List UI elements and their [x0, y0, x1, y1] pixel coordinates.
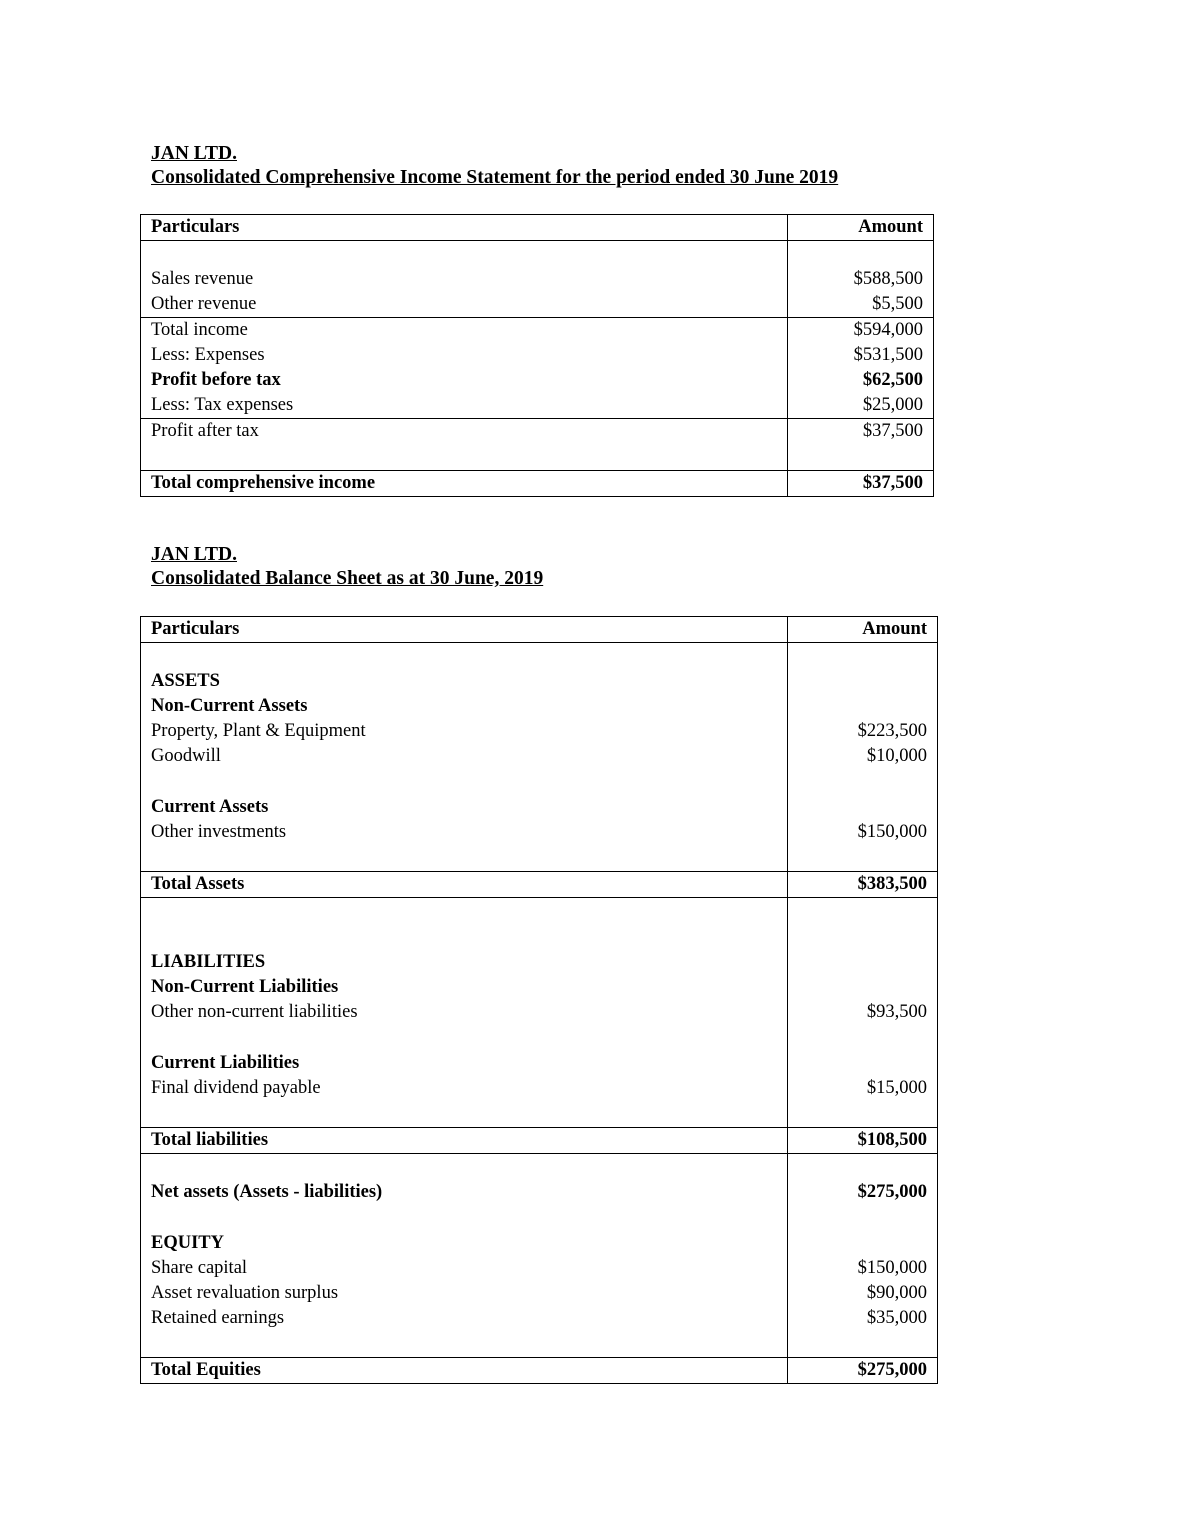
- income-company-name: JAN LTD.: [151, 143, 237, 164]
- row-amount: [788, 694, 938, 719]
- row-amount: $594,000: [788, 318, 934, 344]
- table-row: [141, 1281, 938, 1306]
- row-label: Property, Plant & Equipment: [141, 719, 788, 744]
- income-statement-title: Consolidated Comprehensive Income Statement for the period ended 30 June 2019: [151, 167, 839, 188]
- table-row: [141, 694, 938, 719]
- row-amount: $223,500: [788, 719, 938, 744]
- row-label: Total Assets: [141, 872, 788, 898]
- row-label: Sales revenue: [141, 267, 788, 292]
- row-label: Current Assets: [141, 795, 788, 820]
- row-amount: $93,500: [788, 1000, 938, 1025]
- balance-sheet-table: [140, 616, 938, 1384]
- table-row: [141, 267, 934, 292]
- table-row: [141, 292, 934, 318]
- table-row: [141, 719, 938, 744]
- table-header-row: [141, 215, 934, 241]
- table-row: [141, 795, 938, 820]
- table-row: [141, 669, 938, 694]
- row-label: Total liabilities: [141, 1128, 788, 1154]
- table-row: [141, 1231, 938, 1256]
- row-label: Current Liabilities: [141, 1051, 788, 1076]
- row-amount: $62,500: [788, 368, 934, 393]
- table-row: [141, 1306, 938, 1331]
- amount-header: Amount: [788, 215, 934, 241]
- row-label: LIABILITIES: [141, 950, 788, 975]
- amount-header: Amount: [788, 617, 938, 643]
- row-label: Other non-current liabilities: [141, 1000, 788, 1025]
- row-amount: [788, 950, 938, 975]
- row-label: Other investments: [141, 820, 788, 845]
- balance-sheet-title: Consolidated Balance Sheet as at 30 June, 2019: [151, 568, 544, 589]
- row-label: Net assets (Assets - liabilities): [141, 1180, 788, 1205]
- table-row: [141, 1000, 938, 1025]
- table-row: [141, 744, 938, 769]
- row-label: Profit after tax: [141, 419, 788, 445]
- table-row: [141, 950, 938, 975]
- table-row: [141, 318, 934, 344]
- table-row: [141, 1256, 938, 1281]
- table-row: [141, 820, 938, 845]
- row-label: ASSETS: [141, 669, 788, 694]
- table-total-row: [141, 1128, 938, 1154]
- row-amount: $5,500: [788, 292, 934, 318]
- row-label: Less: Expenses: [141, 343, 788, 368]
- row-amount: $150,000: [788, 1256, 938, 1281]
- row-label: Non-Current Liabilities: [141, 975, 788, 1000]
- particulars-header: Particulars: [141, 617, 788, 643]
- row-label: Final dividend payable: [141, 1076, 788, 1101]
- row-amount: [788, 795, 938, 820]
- row-amount: $275,000: [788, 1180, 938, 1205]
- table-row: [141, 1180, 938, 1205]
- row-label: Profit before tax: [141, 368, 788, 393]
- row-amount: [788, 669, 938, 694]
- income-statement-table: [140, 214, 934, 497]
- row-amount: $531,500: [788, 343, 934, 368]
- table-row: [141, 393, 934, 419]
- row-amount: $588,500: [788, 267, 934, 292]
- row-amount: $275,000: [788, 1358, 938, 1384]
- row-amount: $35,000: [788, 1306, 938, 1331]
- table-row: [141, 975, 938, 1000]
- row-amount: $150,000: [788, 820, 938, 845]
- row-amount: $90,000: [788, 1281, 938, 1306]
- row-label: Goodwill: [141, 744, 788, 769]
- row-label: Total Equities: [141, 1358, 788, 1384]
- row-amount: $37,500: [788, 419, 934, 445]
- row-amount: $15,000: [788, 1076, 938, 1101]
- row-amount: $25,000: [788, 393, 934, 419]
- table-row: [141, 368, 934, 393]
- row-label: EQUITY: [141, 1231, 788, 1256]
- row-label: Retained earnings: [141, 1306, 788, 1331]
- table-row: [141, 1076, 938, 1101]
- particulars-header: Particulars: [141, 215, 788, 241]
- row-label: Share capital: [141, 1256, 788, 1281]
- row-amount: [788, 975, 938, 1000]
- table-row: [141, 343, 934, 368]
- row-amount: [788, 1051, 938, 1076]
- row-label: Total comprehensive income: [141, 471, 788, 497]
- row-label: Non-Current Assets: [141, 694, 788, 719]
- table-row: [141, 419, 934, 445]
- row-amount: $108,500: [788, 1128, 938, 1154]
- row-amount: $37,500: [788, 471, 934, 497]
- row-amount: $10,000: [788, 744, 938, 769]
- table-total-row: [141, 1358, 938, 1384]
- row-label: Total income: [141, 318, 788, 344]
- row-label: Less: Tax expenses: [141, 393, 788, 419]
- row-label: Other revenue: [141, 292, 788, 318]
- row-amount: [788, 1231, 938, 1256]
- table-total-row: [141, 872, 938, 898]
- row-amount: $383,500: [788, 872, 938, 898]
- row-label: Asset revaluation surplus: [141, 1281, 788, 1306]
- table-header-row: [141, 617, 938, 643]
- table-total-row: [141, 471, 934, 497]
- table-row: [141, 1051, 938, 1076]
- balance-company-name: JAN LTD.: [151, 544, 237, 565]
